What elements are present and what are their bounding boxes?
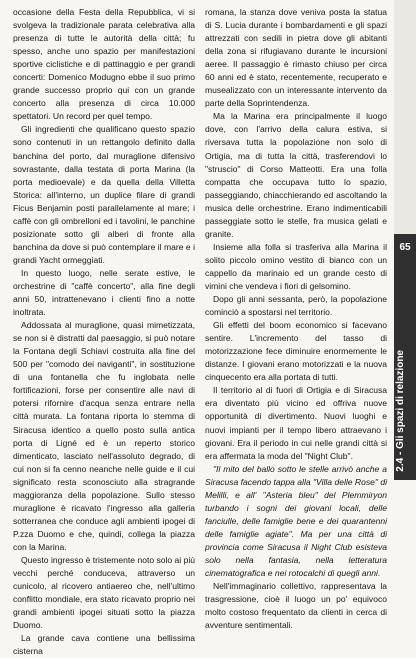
paragraph: Ma la Marina era principalmente il luogo dove, con l'arrivo della calura estiva, si riversava tutta la popolazione non solo di Ortigia, ma di tutta la città, trasferendovi lo "struscio" di Corso Matteotti. Era una folla compatta che occupava tutto lo spazio, passeggiando, chiacchierando ed ascoltando la musica delle orchestrine. Erano indimenticabili passeggiate sotto le stelle, fra musica gelati e granite.: [205, 111, 387, 239]
section-title: 2.4 - Gli spazi di relazione: [395, 350, 406, 472]
paragraph: "Il mito del ballo sotto le stelle arrivò anche a Siracusa facendo tappa alla "Villa delle Rose" di Melilli, e all' "Asteria bleu" del Plemmiryon turbando i sogni dei giovani locali, delle fanciulle, delle famiglie bene e dei quarantenni delle famiglie agiate". Ma per una città di provincia come Siracusa il Night Club esisteva solo nella fantasia, nella letteratura cinematografica e nei rotocalchi di quegli anni.: [205, 463, 387, 579]
paragraph: Questo ingresso è tristemente noto solo ai più vecchi perché conduceva, attraverso un cunicolo, al ricovero antiaereo che, nell'ultimo conflitto mondiale, era stato ricavato proprio nei grandi ambienti ipogei situati sotto la piazza Duomo.: [13, 554, 195, 631]
paragraph: In questo luogo, nelle serate estive, le orchestrine di "caffè concerto", alla fine degli anni 50, intrattenevano i clienti fino a notte inoltrata.: [13, 267, 195, 318]
left-text-column: [13, 6, 195, 658]
paragraph: Insieme alla folla si trasferiva alla Marina il solito piccolo omino vestito di bianco con un cappello da marinaio ed un grande cesto di vimini che vendeva i fiori di gelsomino.: [205, 241, 387, 291]
paragraph: romana, la stanza dove veniva posta la statua di S. Lucia durante i bombardamenti e gli spazi attrezzati con sedili in pietra dove gli abitanti della zona si rifugiavano durante le incursioni aeree. Il passaggio è rimasto chiuso per circa 60 anni ed è stato, recentemente, recuperato e musealizzato con un interessante intervento da parte della Soprintendenza.: [205, 7, 387, 109]
paragraph: Gli effetti del boom economico si facevano sentire. L'incremento del tasso di motorizzazione fece diminuire enormemente le distanze. I giovani erano motorizzati e la nuova cinquecento era alla portata di tutti.: [205, 320, 387, 383]
margin-band: [394, 0, 416, 234]
section-side-tab: [394, 234, 416, 480]
right-text-column: [205, 6, 387, 632]
page-number: 65: [399, 242, 411, 253]
paragraph: La grande cava contiene una bellissima cisterna: [13, 633, 195, 657]
paragraph: Il territorio al di fuori di Ortigia e di Siracusa era diventato più vicino ed offriva nuove opportunità di divertimento. Nuovi luoghi e nuovi impianti per il tempo libero attraevano i giovani. Era il periodo in cui nelle grandi città si era affermata la moda del "Night Club".: [205, 385, 387, 461]
paragraph: Gli ingredienti che qualificano questo spazio sono contenuti in un rettangolo definito dalla banchina del porto, dal muraglione difensivo sovrastante, dalla testata di porta Marina (la porta medioevale) e da quella della Villetta Storica: all'interno, un duplice filare di grandi Ficus Benjamin posti parallelamente al mare; i caffè con gli ombrelloni ed i tavolini, le panchine posizionate sotto gli alberi di fronte alla banchina da dove si può contemplare il mare e i grandi Yacht ormeggiati.: [13, 124, 195, 265]
paragraph: Nell'immaginario collettivo, rappresentava la trasgressione, cioè il luogo un po' equivoco molto costoso frequentato da clienti in cerca di avventure sentimentali.: [205, 581, 387, 631]
paragraph: Dopo gli anni sessanta, però, la popolazione cominciò a spostarsi nel territorio.: [205, 294, 387, 318]
paragraph: occasione della Festa della Repubblica, vi si svolgeva la tradizionale parata celebrativa alla presenza di tutte le autorità della città; fu spesso, anche uno spazio per manifestazioni sportive ciclistiche e di pattinaggio e per grandi concerti: Domenico Modugno ebbe il suo primo grande successo proprio qui con un grande concerto alla presenza di circa 10.000 spettatori. Un record per quel tempo.: [13, 7, 195, 122]
paragraph: Addossata al muraglione, quasi mimetizzata, se non si è distratti dal paesaggio, si può notare la Fontana degli Schiavi costruita alla fine del 500 per "comodo dei naviganti", in sostituzione di una fontanella che fu inglobata nelle fortificazioni, forse per consentire alle navi di potersi rifornire d'acqua senza entrare nella città murata. La fontana riporta lo stemma di Siracusa identico a quello posto sulla antica porta di Ligné ed è un reperto storico dimenticato, lasciato nell'assoluto degrado, di cui non si fa cenno neanche nelle guide e il cui significato resta sconosciuto alla stragrande maggioranza della popolazione. Sullo stesso muraglione è ricavato l'ingresso alla galleria sotterranea che conduce agli ambienti ipogei di P.zza Duomo e che, quindi, collega la piazza con la Marina.: [13, 320, 195, 552]
